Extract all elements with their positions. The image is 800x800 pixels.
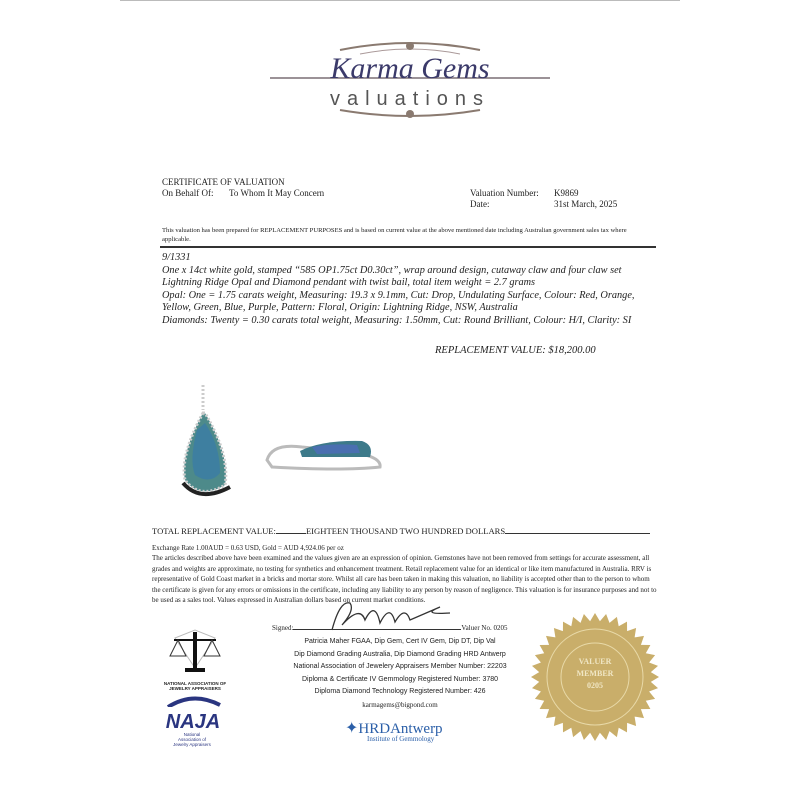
arc-icon [158,695,228,707]
credential-line: Dip Diamond Grading Australia, Dip Diamond Grading HRD Antwerp [294,650,506,658]
gold-seal [530,612,660,742]
disclaimer-top: This valuation has been prepared for REPLACEMENT PURPOSES and is based on current value at the above mentioned date including Australian government sales tax where applicable. [162,227,627,243]
hrd-sub: Institute of Gemmology [367,735,435,743]
date-label: Date: [470,199,490,209]
diamond-line: Diamonds: Twenty = 0.30 carats total weight, Measuring: 1.50mm, Cut: Round Brilliant, Colour: H/I, Clarity: SI [162,314,632,326]
scales-icon [160,628,230,676]
naja-text: NATIONAL ASSOCIATION OF JEWELRY APPRAISERS [163,681,227,691]
email[interactable]: karmagems@bigpond.com [362,700,438,709]
valuation-number: K9869 [554,188,579,198]
behalf-value: To Whom It May Concern [229,188,325,198]
pendant-photo-side [262,435,387,475]
naja-scales-logo [160,628,230,691]
valuer-credentials [250,636,550,712]
pendant-photo-front [175,385,245,500]
terms-text: The articles described above have been examined and the values given are an expression of opinion. Gemstones have not been removed from settings for accurate assessment, all grades and weights are approximate, no testing for synthetics and enhancement treatment. Retail replacement value for an identical or like item manufactured in Australia. RRV is representative of Gold Coast market in a bricks and mortar store. Whilst all care has been taken in making this valuation, no liability is accepted other than to the person to whom the certificate is given for any errors or omissions in the certificate, including any liability to any person by reason of negligence. This valuation is for insurance purposes and not to be used as a sales tool. Values expressed in Australian dollars based on current market conditions. [152,554,657,604]
divider [160,246,656,248]
item-line: One x 14ct white gold, stamped “585 OP1.75ct D0.30ct”, wrap around design, cutaway claw and four claw set Lightning Ridge Opal and Diamond pendant with twist bail, total item weight = 2.7 grams [162,264,622,289]
valuation-number-label: Valuation Number: [470,188,539,198]
exchange-rate: Exchange Rate 1.00AUD = 0.63 USD, Gold = AUD 4,924.06 per oz [152,544,344,552]
behalf-label: On Behalf Of: [162,188,214,198]
credential-line: Diploma Diamond Technology Registered Number: 426 [314,688,486,696]
credential-line: Patricia Maher FGAA, Dip Gem, Cert IV Gem, Dip DT, Dip Val [304,638,496,645]
opal-line: Opal: One = 1.75 carats weight, Measuring: 19.3 x 9.1mm, Cut: Drop, Undulating Surface, Colour: Red, Orange, Yellow, Green, Blue, Purple, Pattern: Floral, Origin: Lightning Ridge, NSW, Australia [162,289,635,314]
date-value: 31st March, 2025 [554,199,618,209]
valuer-number: Valuer No. 0205 [461,624,508,632]
total-label: TOTAL REPLACEMENT VALUE: [152,526,276,536]
naja-logo [158,694,228,747]
credential-line: National Association of Jewelery Appraisers Member Number: 22203 [293,663,507,671]
star-icon: ✦ [345,720,359,737]
item-ref: 9/1331 [162,252,191,263]
logo-sub: valuations [329,88,491,110]
logo-brand: Karma Gems [330,52,490,85]
certificate-title: CERTIFICATE OF VALUATION [162,177,285,187]
signature-icon [320,595,460,635]
top-border [120,0,680,1]
replacement-value: REPLACEMENT VALUE: $18,200.00 [435,345,596,356]
total-replacement [152,526,650,536]
item-description [162,252,662,328]
seal-center-text: VALUER MEMBER 0205 [576,657,614,690]
signed-label: Signed: [272,624,294,632]
naja-sub: National Association of Jewelry Appraisers [173,732,211,747]
hrd-mark: HRDAntwerp [358,721,443,737]
company-logo [250,38,570,118]
total-value: EIGHTEEN THOUSAND TWO HUNDRED DOLLARS [305,526,506,536]
naja-mark: NAJA [165,711,221,733]
credential-line: Diploma & Certificate IV Gemmology Registered Number: 3780 [301,675,499,683]
hrd-logo [345,718,443,743]
